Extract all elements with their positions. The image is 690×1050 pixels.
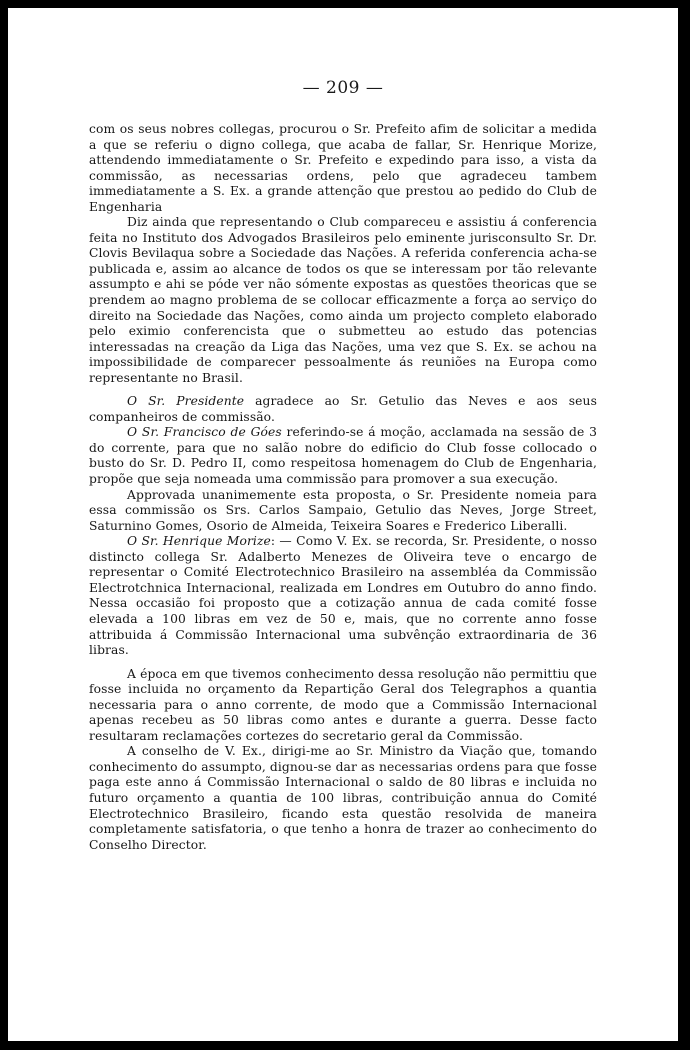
paragraph — [89, 394, 597, 425]
body-text — [89, 122, 597, 853]
document-page — [8, 8, 678, 1041]
paragraph — [89, 534, 597, 658]
paragraph-text: : — Como V. Ex. se recorda, Sr. Presidente, o nosso distincto collega Sr. Adalberto Menezes de Oliveira teve o encargo de representar o Comité Electrotechnico Brasileiro na assembléa da Commissão Electrotchnica Internacional, realizada em Londres em Outubro do anno findo. Nessa occasião foi proposto que a cotização annua de cada comité fosse elevada a 100 libras em vez de 50 e, mais, que no corrente anno fosse attribuida á Commissão Internacional uma subvênção extraordinaria de 36 libras. — [89, 534, 597, 658]
paragraph-text: Diz ainda que representando o Club compareceu e assistiu á conferencia feita no Instituto dos Advogados Brasileiros pelo eminente jurisconsulto Sr. Dr. Clovis Bevilaqua sobre a Sociedade das Nações. A referida conferencia acha-se publicada e, assim ao alcance de todos os que se interessam por tão relevante assumpto e ahi se póde ver não sómente expostas as questões theoricas que se prendem ao magno problema de se collocar efficazmente a força ao serviço do direito na Sociedade das Nações, como ainda um projecto completo elaborado pelo eximio conferencista que o submetteu ao estudo das potencias interessadas na creação da Liga das Nações, uma vez que S. Ex. se achou na impossibilidade de comparecer pessoalmente ás reuniões na Europa como representante no Brasil. — [89, 215, 597, 385]
speaker-name: O Sr. Francisco de Góes — [127, 425, 282, 440]
paragraph — [89, 488, 597, 535]
paragraph-text: Approvada unanimemente esta proposta, o Sr. Presidente nomeia para essa commissão os Srs. Carlos Sampaio, Getulio das Neves, Jorge Street, Saturnino Gomes, Osorio de Almeida, Teixeira Soares e Frederico Liberalli. — [89, 487, 597, 533]
paragraph — [89, 122, 597, 215]
paragraph-text: com os seus nobres collegas, procurou o Sr. Prefeito afim de solicitar a medida a que se referiu o digno collega, que acaba de fallar, Sr. Henrique Morize, attendendo immediatamente o Sr. Prefeito e expedindo para isso, a vista da commissão, as necessarias ordens, pelo que agradeceu tambem immediatamente a S. Ex. a grande attenção que prestou ao pedido do Club de Engenharia — [89, 122, 597, 214]
paragraph-text: referindo-se á moção, acclamada na sessão de 3 do corrente, para que no salão nobre do edificio do Club fosse collocado o busto do Sr. D. Pedro II, como respeitosa homenagem do Club de Engenharia, propõe que seja nomeada uma commissão para promover a sua execução. — [89, 425, 597, 487]
paragraph — [89, 667, 597, 745]
paragraph — [89, 425, 597, 487]
page-number: — 209 — — [302, 78, 384, 98]
paragraph — [89, 744, 597, 853]
paragraph-text: A época em que tivemos conhecimento dessa resolução não permittiu que fosse incluida no orçamento da Repartição Geral dos Telegraphos a quantia necessaria para o anno corrente, de modo que a Commissão Internacional apenas recebeu as 50 libras como antes e durante a guerra. Desse facto resultaram reclamações cortezes do secretario geral da Commissão. — [89, 666, 597, 743]
paragraph — [89, 215, 597, 386]
paragraph-text: agradece ao Sr. Getulio das Neves e aos seus companheiros de commissão. — [89, 394, 597, 424]
paragraph-text: A conselho de V. Ex., dirigi-me ao Sr. Ministro da Viação que, tomando conhecimento do assumpto, dignou-se dar as necessarias ordens para que fosse paga este anno á Commissão Internacional o saldo de 80 libras e incluida no futuro orçamento a quantia de 100 libras, contribuição annua do Comité Electrotechnico Brasileiro, ficando esta questão resolvida de maneira completamente satisfatoria, o que tenho a honra de trazer ao conhecimento do Conselho Director. — [89, 744, 597, 852]
speaker-name: O Sr. Presidente — [127, 394, 245, 409]
speaker-name: O Sr. Henrique Morize — [127, 534, 271, 549]
